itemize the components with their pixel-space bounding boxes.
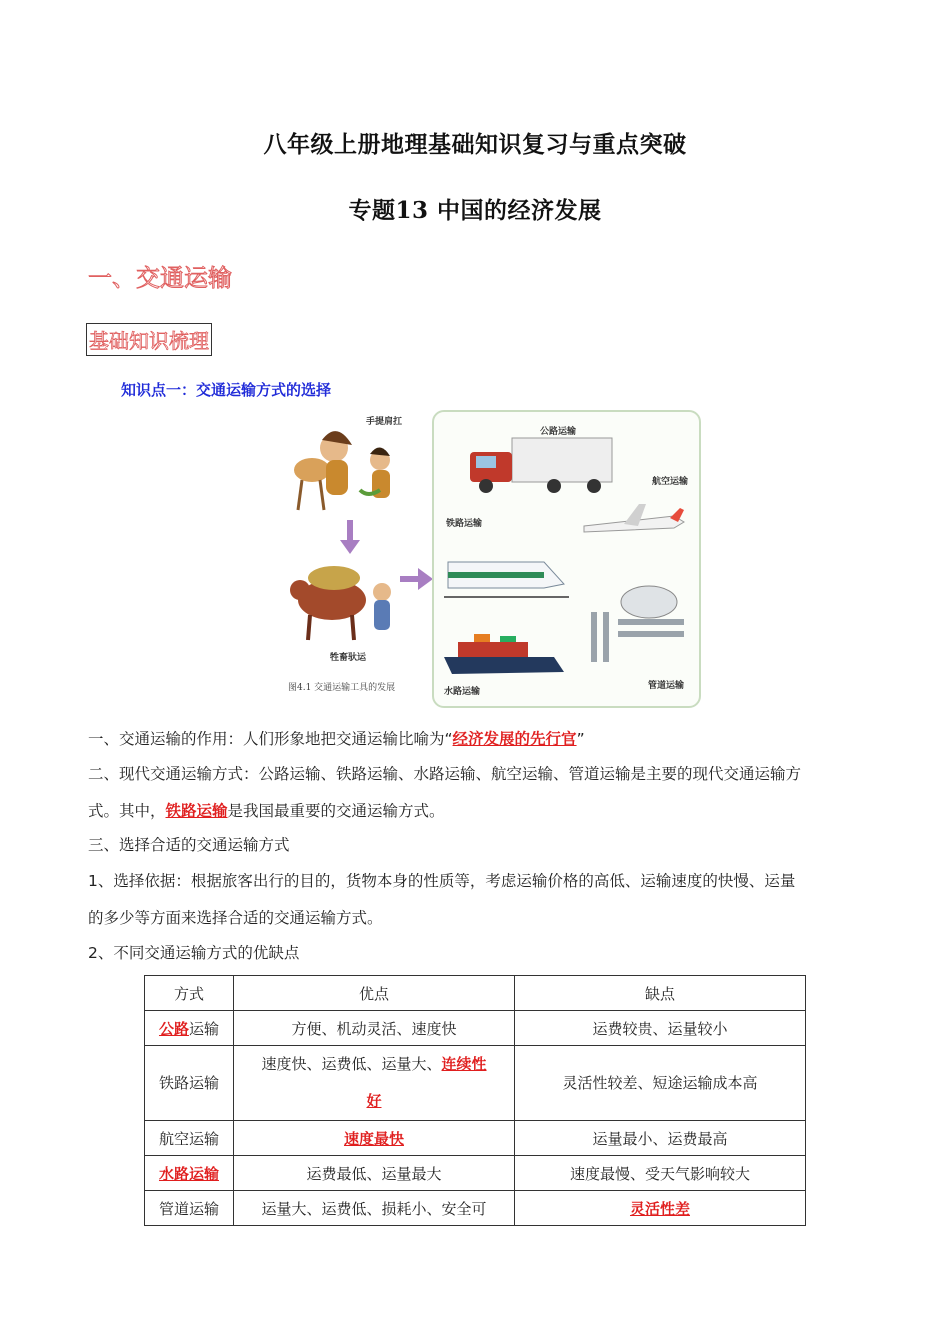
table-row bbox=[145, 1011, 806, 1046]
cell-cons: 运量最小、运费最高 bbox=[515, 1121, 806, 1156]
table-row bbox=[145, 1046, 806, 1121]
cell-cons: 速度最慢、受天气影响较大 bbox=[515, 1156, 806, 1191]
cell-pros: 运量大、运费低、损耗小、安全可 bbox=[234, 1191, 515, 1226]
p4-line2: 的多少等方面来选择合适的交通运输方式。 bbox=[88, 909, 383, 927]
p2-line2-rest: 是我国最重要的交通运输方式。 bbox=[227, 802, 445, 820]
cell-pros: 方便、机动灵活、速度快 bbox=[234, 1011, 515, 1046]
paragraph-choose: 三、选择合适的交通运输方式 bbox=[88, 836, 290, 854]
table-row bbox=[145, 1191, 806, 1226]
pros-keyword-cont: 好 bbox=[366, 1092, 382, 1110]
cell-cons bbox=[515, 1191, 806, 1226]
paragraph-modes bbox=[88, 756, 868, 830]
transport-figure bbox=[282, 410, 700, 706]
mode-keyword: 水路运输 bbox=[158, 1164, 219, 1183]
arrow-down-icon bbox=[340, 520, 360, 556]
knowledge-point-heading: 知识点一：交通运输方式的选择 bbox=[121, 381, 332, 399]
cons-keyword: 灵活性差 bbox=[629, 1199, 690, 1218]
cell-mode: 管道运输 bbox=[145, 1191, 234, 1226]
header-cons: 缺点 bbox=[515, 976, 806, 1011]
p2-line1: 二、现代交通运输方式：公路运输、铁路运输、水路运输、航空运输、管道运输是主要的现代交通运输方 bbox=[88, 765, 802, 783]
label-rail: 铁路运输 bbox=[446, 519, 483, 529]
p1-close: ” bbox=[576, 730, 585, 748]
label-animal: 牲畜驮运 bbox=[330, 653, 367, 663]
modern-transport-illustration bbox=[434, 412, 699, 706]
cell-mode bbox=[145, 1011, 234, 1046]
p2-line2-text: 式。其中， bbox=[88, 802, 166, 820]
p1-keyword: 经济发展的先行官 bbox=[452, 730, 577, 748]
document-subtitle: 专题13 中国的经济发展 bbox=[348, 197, 602, 224]
p2-keyword: 铁路运输 bbox=[165, 802, 228, 820]
paragraph-basis bbox=[88, 863, 868, 937]
table-row bbox=[145, 1121, 806, 1156]
boxed-label: 基础知识梳理 bbox=[86, 323, 212, 356]
mode-rest: 运输 bbox=[189, 1019, 220, 1038]
cell-mode bbox=[145, 1156, 234, 1191]
pros-text: 速度快、运费低、运量大、 bbox=[261, 1055, 442, 1073]
cell-pros: 运费最低、运量最大 bbox=[234, 1156, 515, 1191]
header-mode: 方式 bbox=[145, 976, 234, 1011]
ancient-transport-panel bbox=[282, 410, 427, 706]
label-road: 公路运输 bbox=[540, 427, 577, 437]
transport-comparison-table bbox=[144, 975, 806, 1226]
cell-pros bbox=[234, 1121, 515, 1156]
section-heading: 一、交通运输 bbox=[88, 264, 232, 292]
mode-keyword: 公路 bbox=[158, 1019, 189, 1038]
label-air: 航空运输 bbox=[652, 477, 689, 487]
pros-keyword: 连续性 bbox=[441, 1055, 487, 1073]
p1-text: 一、交通运输的作用：人们形象地把交通运输比喻为“ bbox=[88, 730, 453, 748]
label-pipe: 管道运输 bbox=[648, 681, 685, 691]
modern-transport-panel bbox=[432, 410, 701, 708]
cell-cons: 灵活性较差、短途运输成本高 bbox=[515, 1046, 806, 1121]
cell-mode: 铁路运输 bbox=[145, 1046, 234, 1121]
label-hand: 手提肩扛 bbox=[366, 417, 403, 427]
label-water: 水路运输 bbox=[444, 687, 481, 697]
figure-caption: 图4.1 交通运输工具的发展 bbox=[288, 683, 396, 693]
p4-line1: 1、选择依据：根据旅客出行的目的，货物本身的性质等，考虑运输价格的高低、运输速度的快慢、运量 bbox=[88, 872, 796, 890]
cell-pros bbox=[234, 1046, 515, 1121]
pros-keyword: 速度最快 bbox=[343, 1129, 404, 1148]
paragraph-compare: 2、不同交通运输方式的优缺点 bbox=[88, 944, 300, 962]
cell-cons: 运费较贵、运量较小 bbox=[515, 1011, 806, 1046]
document-title: 八年级上册地理基础知识复习与重点突破 bbox=[263, 131, 687, 158]
table-header-row bbox=[145, 976, 806, 1011]
paragraph-role bbox=[88, 721, 868, 758]
cell-mode: 航空运输 bbox=[145, 1121, 234, 1156]
arrow-right-icon bbox=[400, 568, 434, 590]
header-pros: 优点 bbox=[234, 976, 515, 1011]
table-row bbox=[145, 1156, 806, 1191]
